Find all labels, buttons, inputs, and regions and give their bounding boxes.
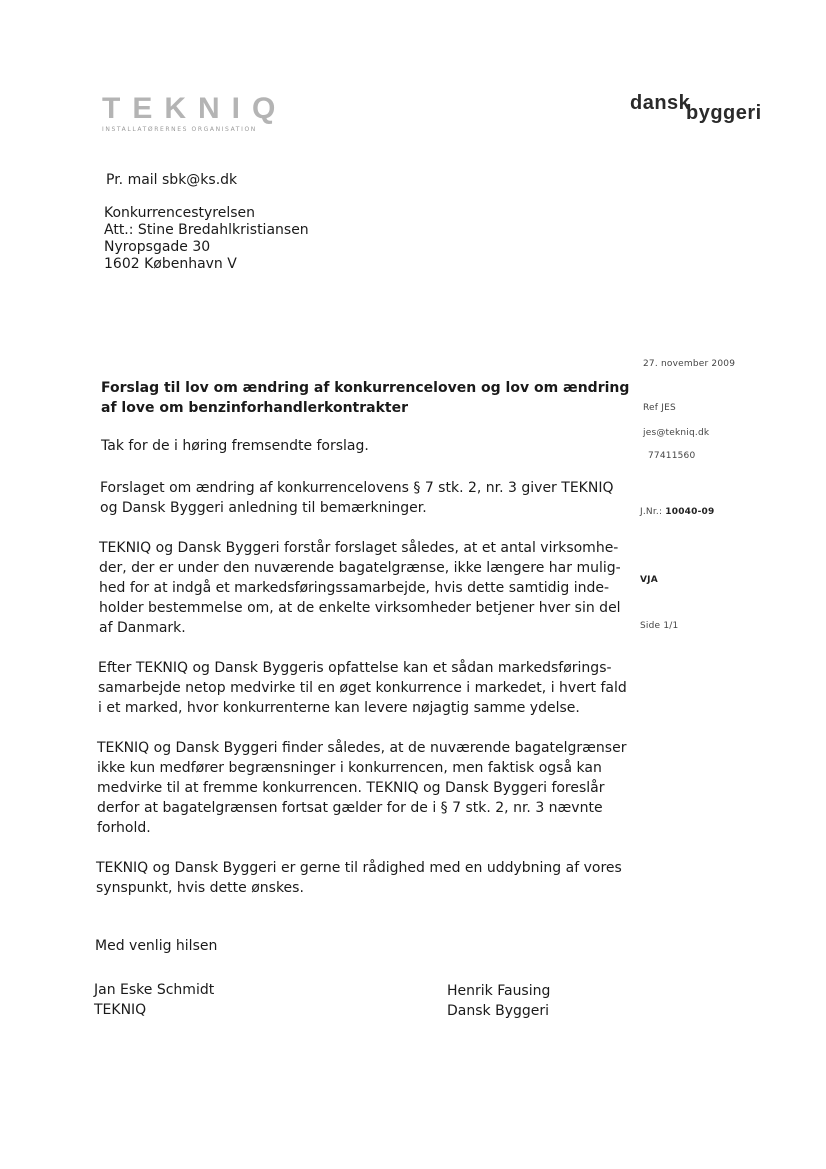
journal-number (640, 507, 714, 517)
paragraph-line: TEKNIQ og Dansk Byggeri er gerne til rådighed med en uddybning af vores (96, 860, 622, 876)
paragraph-line: der, der er under den nuværende bagatelgrænse, ikke længere har mulig- (99, 560, 621, 576)
subject-heading (101, 378, 629, 418)
dansk-byggeri-logo-part1: dansk (630, 92, 691, 114)
reference: Ref JES (643, 403, 676, 413)
paragraph-line: ikke kun medfører begrænsninger i konkurrencen, men faktisk også kan (97, 760, 602, 776)
signer-name: Jan Eske Schmidt (94, 982, 215, 998)
paragraph-line: og Dansk Byggeri anledning til bemærkninger. (100, 500, 427, 516)
paragraph-line: i et marked, hvor konkurrenterne kan levere nøjagtig samme ydelse. (98, 700, 580, 716)
tekniq-logo-word: TEKNIQ (102, 92, 288, 125)
paragraph-2 (100, 478, 613, 518)
address-line: Att.: Stine Bredahlkristiansen (104, 222, 309, 238)
paragraph-line: hed for at indgå et markedsføringssamarbejde, hvis dette samtidig inde- (99, 580, 610, 596)
paragraph-line: TEKNIQ og Dansk Byggeri finder således, at de nuværende bagatelgrænser (97, 740, 627, 756)
paragraph-line: af Danmark. (99, 620, 186, 636)
paragraph-line: holder bestemmelse om, at de enkelte virksomheder betjener hver sin del (99, 600, 621, 616)
recipient-address (104, 205, 309, 273)
paragraph-line: derfor at bagatelgrænsen fortsat gælder for de i § 7 stk. 2, nr. 3 nævnte (97, 800, 603, 816)
address-line: 1602 København V (104, 256, 237, 272)
tekniq-logo (102, 94, 312, 140)
paragraph-line: synspunkt, hvis dette ønskes. (96, 880, 304, 896)
paragraph-line: samarbejde netop medvirke til en øget konkurrence i markedet, i hvert fald (98, 680, 627, 696)
paragraph-4 (98, 658, 627, 718)
tekniq-logo-tagline: INSTALLATØRERNES ORGANISATION (102, 126, 257, 133)
signature-block-tekniq (94, 980, 214, 1020)
letter-date: 27. november 2009 (643, 359, 736, 369)
mail-line: Pr. mail sbk@ks.dk (106, 172, 238, 188)
paragraph-line: Tak for de i høring fremsendte forslag. (101, 438, 369, 454)
paragraph-line: Forslaget om ændring af konkurrencelovens § 7 stk. 2, nr. 3 giver TEKNIQ (100, 480, 614, 496)
paragraph-6 (96, 858, 622, 898)
signer-organization: Dansk Byggeri (447, 1003, 550, 1019)
paragraph-5 (97, 738, 626, 838)
contact-phone: 77411560 (648, 451, 696, 461)
subject-line: af love om benzinforhandlerkontrakter (101, 400, 408, 416)
signature-block-dansk-byggeri (447, 981, 550, 1021)
signer-organization: TEKNIQ (94, 1002, 147, 1018)
paragraph-line: Efter TEKNIQ og Dansk Byggeris opfattelse kan et sådan markedsførings- (98, 660, 612, 676)
address-line: Nyropsgade 30 (104, 239, 211, 255)
dansk-byggeri-logo (630, 92, 770, 126)
paragraph-line: TEKNIQ og Dansk Byggeri forstår forslaget således, at et antal virksomhe- (99, 540, 619, 556)
address-line: Konkurrencestyrelsen (104, 205, 256, 221)
paragraph-line: forhold. (97, 820, 151, 836)
paragraph-1 (101, 436, 369, 456)
journal-number-value: 10040-09 (665, 507, 715, 517)
signer-name: Henrik Fausing (447, 983, 551, 999)
closing-greeting: Med venlig hilsen (95, 938, 218, 954)
dansk-byggeri-logo-part2: byggeri (686, 102, 762, 124)
initials: VJA (640, 575, 658, 585)
journal-number-label: J.Nr.: (640, 507, 666, 517)
page-number: Side 1/1 (640, 621, 679, 631)
subject-line: Forslag til lov om ændring af konkurrenceloven og lov om ændring (101, 380, 630, 396)
contact-email: jes@tekniq.dk (643, 428, 710, 438)
paragraph-3 (99, 538, 621, 638)
paragraph-line: medvirke til at fremme konkurrencen. TEKNIQ og Dansk Byggeri foreslår (97, 780, 605, 796)
